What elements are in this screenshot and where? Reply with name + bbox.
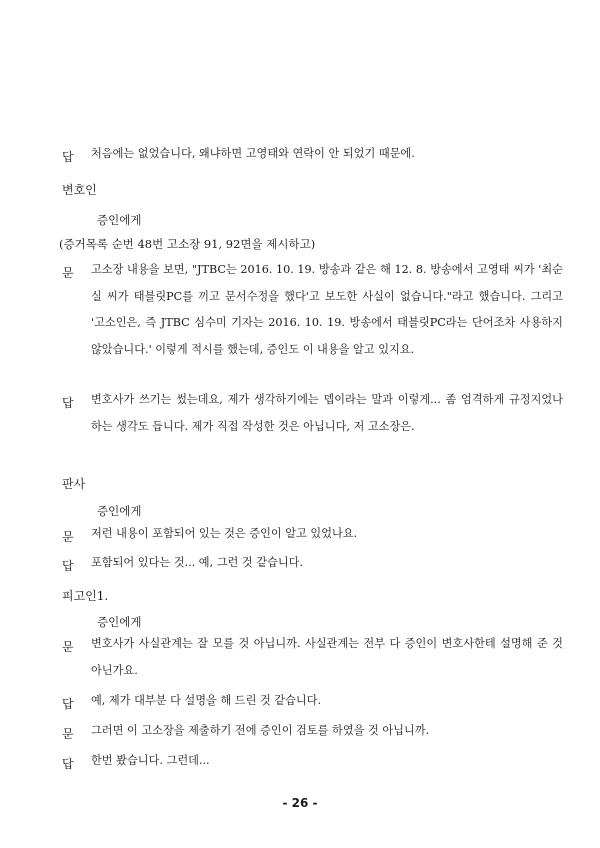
addressee-line: 증인에게 — [97, 615, 142, 629]
addressee-line: 증인에게 — [97, 213, 142, 227]
answer-text: 처음에는 없었습니다, 왜냐하면 고영태와 연락이 안 되었기 때문에. — [91, 147, 415, 160]
answer-text: 한번 봤습니다. 그런데... — [91, 754, 210, 767]
answer-label: 답 — [62, 150, 74, 164]
answer-label: 답 — [62, 757, 74, 771]
question-text: 저런 내용이 포함되어 있는 것은 증인이 알고 있었나요. — [91, 527, 358, 540]
question-text: 그러면 이 고소장을 제출하기 전에 증인이 검토를 하였을 것 아닙니까. — [91, 724, 430, 737]
question-label: 문 — [62, 727, 74, 741]
question-label: 문 — [62, 530, 74, 544]
answer-label: 답 — [62, 559, 74, 573]
question-text: 변호사가 사실관계는 잘 모를 것 아닙니까. 사실관계는 전부 다 증인이 변호사한테 설명해 준 것 아닌가요. — [91, 637, 563, 677]
speaker-heading: 피고인1. — [62, 589, 109, 603]
answer-label: 답 — [62, 396, 74, 410]
addressee-line: 증인에게 — [97, 504, 142, 518]
answer-text: 변호사가 쓰기는 썼는데요, 제가 생각하기에는 뎁이라는 말과 이렇게... 좀 엄격하게 규정지었나 하는 생각도 듭니다. 제가 직접 작성한 것은 아닙니다, 저 고소장은. — [91, 393, 563, 433]
question-label: 문 — [62, 266, 74, 280]
answer-text: 포함되어 있다는 것... 예, 그런 것 같습니다. — [91, 556, 304, 569]
answer-label: 답 — [62, 697, 74, 711]
question-label: 문 — [62, 640, 74, 654]
evidence-note: (증거목록 순번 48번 고소장 91, 92면을 제시하고) — [59, 237, 316, 251]
question-text: 고소장 내용을 보면, "JTBC는 2016. 10. 19. 방송과 같은 해 12. 8. 방송에서 고영태 씨가 '최순실 씨가 태블릿PC를 끼고 문서수정을 했다'고 보도한 사실이 없습니다."라고 했습니다. 그리고 '고소인은, 즉 JTBC 심수미 기자는 2016. 10. 19. 방송에서 태블릿PC라는 단어조차 사용하지 않았습니다.' 이렇게 적시를 했는데, 증인도 이 내용을 알고 있지요. — [91, 263, 563, 356]
page-number: - 26 - — [282, 796, 318, 810]
speaker-heading: 판사 — [62, 477, 86, 491]
answer-text: 예, 제가 대부분 다 설명을 해 드린 것 같습니다. — [91, 694, 322, 707]
speaker-heading: 변호인 — [62, 183, 97, 197]
